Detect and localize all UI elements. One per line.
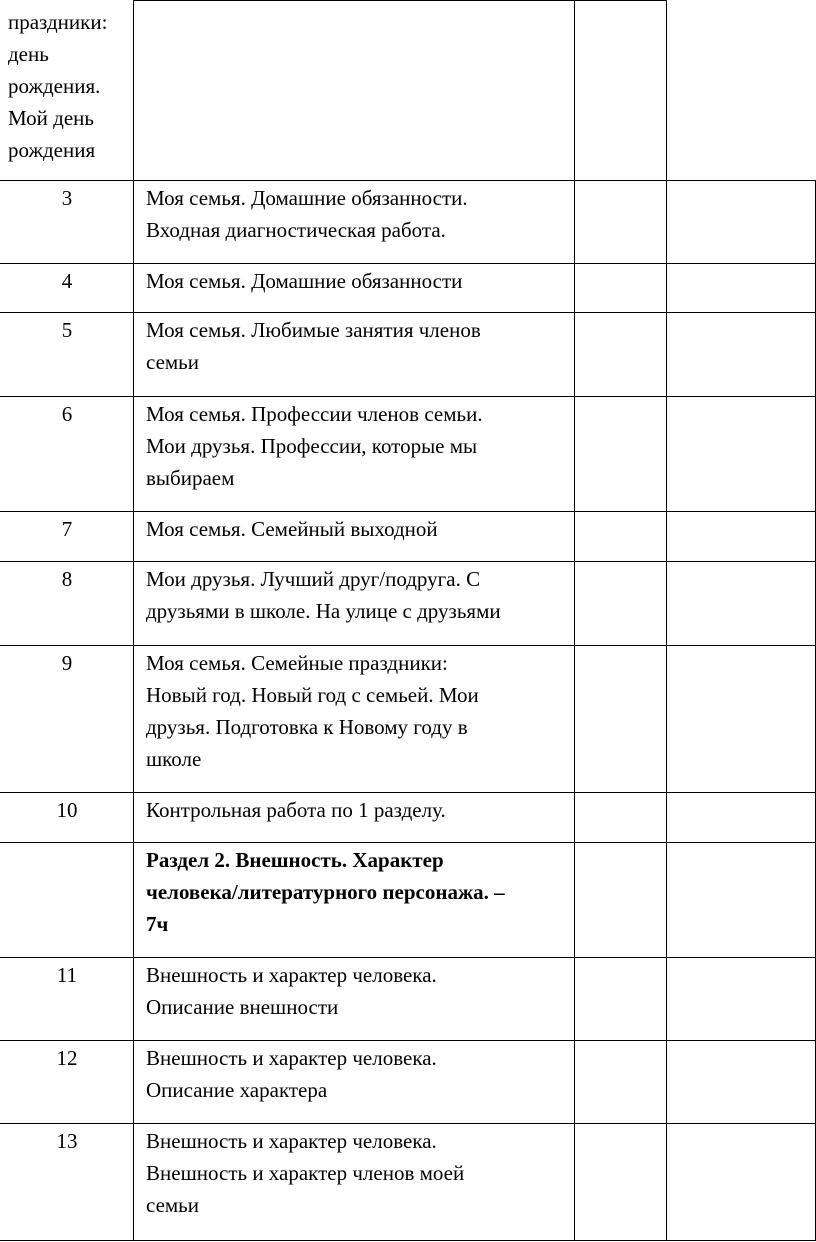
lesson-number: 4: [61, 269, 73, 293]
table-col-divider: [574, 0, 575, 1240]
lesson-topic-line: Описание внешности: [146, 995, 339, 1019]
table-row-border: [0, 645, 816, 646]
table-row-border: [0, 511, 816, 512]
table-row-border: [0, 1123, 816, 1124]
lesson-topic-line: Внешность и характер человека.: [146, 1129, 437, 1153]
first-row-text-line: рождения: [8, 138, 96, 162]
lesson-number: 12: [56, 1046, 78, 1070]
lesson-topic-line: Моя семья. Домашние обязанности.: [146, 186, 468, 210]
table-row-border: [0, 180, 816, 181]
lesson-number: 11: [56, 963, 78, 987]
lesson-topic-line: друзья. Подготовка к Новому году в: [146, 715, 468, 739]
lesson-number: 8: [61, 567, 73, 591]
lesson-number: 6: [61, 402, 73, 426]
lesson-topic-line: Мои друзья. Лучший друг/подруга. С: [146, 567, 481, 591]
lesson-topic-line: семьи: [146, 1193, 200, 1217]
table-row-border: [0, 842, 816, 843]
table-col-divider: [666, 0, 667, 1240]
section-heading-line: человека/литературного персонажа. –: [146, 880, 505, 904]
table-row-border: [0, 1040, 816, 1041]
section-heading-line: Раздел 2. Внешность. Характер: [146, 848, 444, 872]
lesson-topic-line: Моя семья. Любимые занятия членов: [146, 318, 481, 342]
table-top-border: [133, 0, 666, 1]
lesson-number: 13: [56, 1129, 78, 1153]
lesson-topic-line: Внешность и характер членов моей: [146, 1161, 465, 1185]
lesson-topic-line: друзьями в школе. На улице с друзьями: [146, 599, 501, 623]
table-row-border: [0, 396, 816, 397]
table-col-divider: [133, 0, 134, 180]
table-row-border: [0, 957, 816, 958]
lesson-number: 7: [61, 517, 73, 541]
lesson-topic-line: Моя семья. Профессии членов семьи.: [146, 402, 483, 426]
lesson-topic-line: Входная диагностическая работа.: [146, 218, 446, 242]
first-row-text-line: Мой день: [8, 106, 94, 130]
table-col-divider: [133, 180, 134, 1240]
lesson-topic-line: Новый год. Новый год с семьей. Мои: [146, 683, 479, 707]
lesson-topic-line: Описание характера: [146, 1078, 328, 1102]
lesson-topic-line: школе: [146, 747, 202, 771]
lesson-topic-line: выбираем: [146, 466, 235, 490]
table-row-border: [0, 792, 816, 793]
first-row-text-line: праздники:: [8, 10, 108, 34]
first-row-text-line: день: [8, 42, 49, 66]
lesson-number: 5: [61, 318, 73, 342]
lesson-topic-line: Мои друзья. Профессии, которые мы: [146, 434, 478, 458]
lesson-number: 10: [56, 798, 78, 822]
lesson-number: 9: [61, 651, 73, 675]
table-row-border: [0, 263, 816, 264]
section-heading-line: 7ч: [146, 912, 169, 936]
lesson-number: 3: [61, 186, 73, 210]
table-bottom-border: [0, 1240, 816, 1241]
lesson-topic-line: семьи: [146, 350, 200, 374]
table-row-border: [0, 561, 816, 562]
lesson-topic-line: Моя семья. Семейные праздники:: [146, 651, 448, 675]
first-row-text-line: рождения.: [8, 74, 101, 98]
lesson-topic-line: Контрольная работа по 1 разделу.: [146, 798, 446, 822]
lesson-topic-line: Внешность и характер человека.: [146, 1046, 437, 1070]
lesson-topic-line: Моя семья. Домашние обязанности: [146, 269, 463, 293]
table-row-border: [0, 312, 816, 313]
lesson-topic-line: Внешность и характер человека.: [146, 963, 437, 987]
lesson-topic-line: Моя семья. Семейный выходной: [146, 517, 438, 541]
